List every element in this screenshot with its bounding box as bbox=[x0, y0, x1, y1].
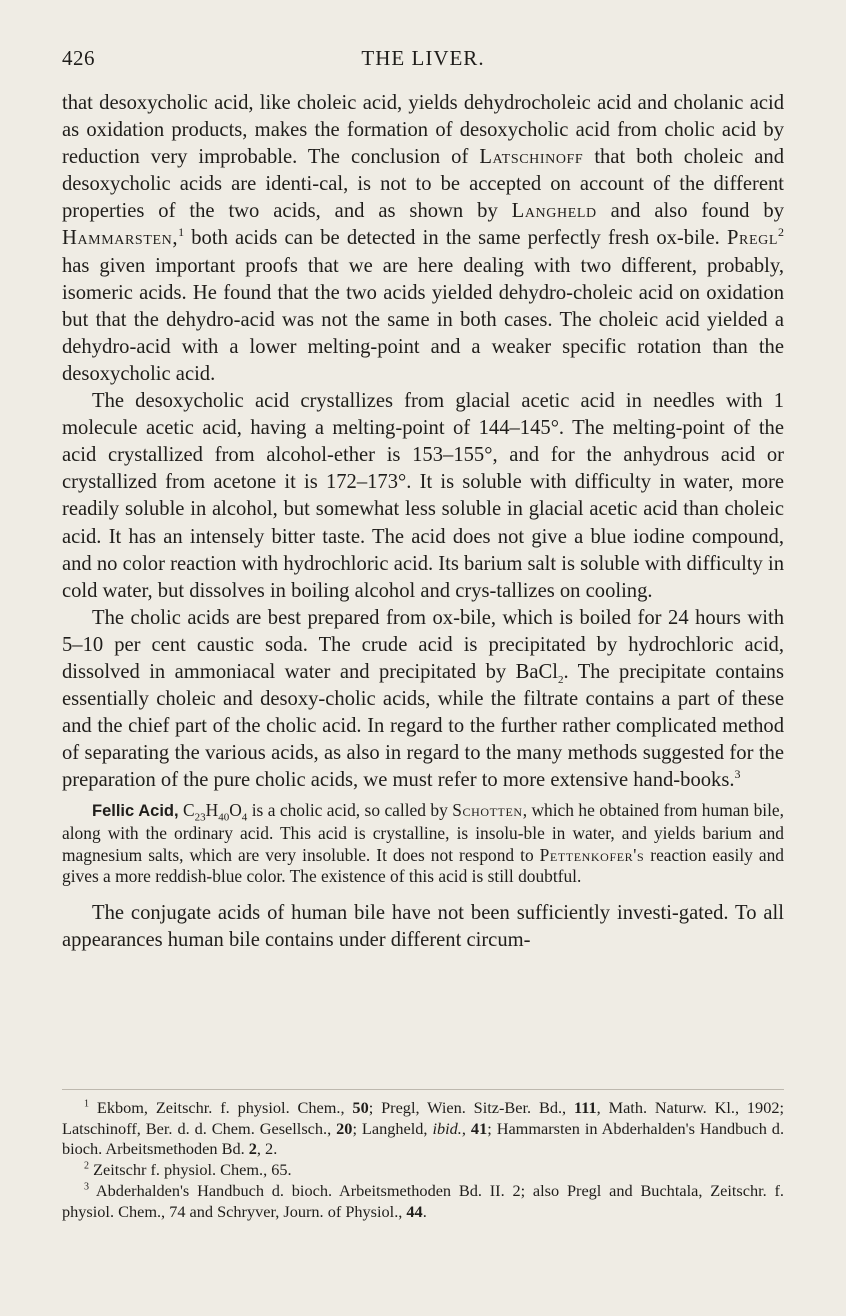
paragraph-preparation: The cholic acids are best prepared from ox-bile, which is boiled for 24 hours with 5–10 per cent caustic soda. The crude acid is precipitated by hydrochloric acid, dissolved in ammoniacal water and precipitated by BaCl$_2$. The precipitate contains essentially choleic and desoxy-cholic acids, while the filtrate contains a part of these and the chief part of the cholic acid. In regard to the further rather complicated method of separating the various acids, as also in regard to the many methods suggested for the preparation of the pure cholic acids, we must refer to more extensive hand-books.$^3$ bbox=[62, 606, 784, 792]
page-number: 426 bbox=[62, 46, 95, 70]
paragraph-crystallization: The desoxycholic acid crystallizes from glacial acetic acid in needles with 1 molecule acetic acid, having a melting-point of 144–145°. The melting-point of the acid crystallized from alcohol-ether is 153–155°, and for the anhydrous acid or crystallized from acetone it is 172–173°. It is soluble with difficulty in water, more readily soluble in alcohol, but somewhat less soluble in glacial acetic acid than choleic acid. It has an intensely bitter taste. The acid does not give a blue iodine compound, and no color reaction with hydrochloric acid. Its barium salt is soluble with difficulty in cold water, but dissolves in boiling alcohol and crys-tallizes on cooling. bbox=[62, 390, 784, 602]
footnote-2: $^2$ Zeitschr f. physiol. Chem., 65. bbox=[84, 1160, 292, 1180]
fellic-acid-heading: Fellic Acid, bbox=[92, 802, 179, 821]
page-header bbox=[62, 46, 784, 76]
running-title: THE LIVER. bbox=[361, 46, 485, 70]
author-pettenkofer: Pettenkofer's bbox=[539, 844, 645, 865]
footnote-1: $^1$ Ekbom, Zeitschr. f. physiol. Chem., 50; Pregl, Wien. Sitz-Ber. Bd., 111, Math. Naturw. Kl., 1902; Latschinoff, Ber. d. d. Chem. Gesellsch., 20; Langheld, ibid., 41; Hammarsten in Abderhalden's Handbuch d. bioch. Arbeitsmethoden Bd. 2, 2. bbox=[62, 1098, 785, 1159]
author-langheld: Langheld bbox=[511, 200, 597, 223]
paragraph-desoxycholic-continuation: that desoxycholic acid, like choleic acid, yields dehydrocholeic acid and cholanic acid as oxidation products, makes the formation of desoxycholic acid from cholic acid by reduction very improbable. The conclusion of Latschinoff that both choleic and desoxycholic acids are identi-cal, is not to be accepted on account of the different properties of the two acids, and as shown by Langheld and also found by Hammarsten,$^1$ both acids can be detected in the same perfectly fresh ox-bile. Pregl$^2$ has given important proofs that we are here dealing with two different, probably, isomeric acids. He found that the two acids yielded dehydro-choleic acid on oxidation but that the dehydro-acid was not the same in both cases. The choleic acid yielded a dehydro-acid with a lower melting-point and a weaker specific rotation than the desoxycholic acid. bbox=[62, 92, 784, 385]
author-pregl: Pregl bbox=[726, 227, 778, 250]
footnote-3: $^3$ Abderhalden's Handbuch d. bioch. Arbeitsmethoden Bd. II. 2; also Pregl and Buchtala, Zeitschr. f. physiol. Chem., 74 and Schryver, Journ. of Physiol., 44. bbox=[62, 1180, 784, 1221]
author-schotten: Schotten bbox=[452, 800, 523, 821]
footnote-ref-1[interactable]: 1 bbox=[178, 225, 185, 240]
fellic-acid-formula: $C_{23}H_{40}O_4$ bbox=[183, 800, 248, 824]
footnote-ref-3[interactable]: 3 bbox=[734, 767, 741, 782]
author-hammarsten: Hammarsten, bbox=[62, 227, 179, 250]
paragraph-conjugate-acids: The conjugate acids of human bile have not been sufficiently investi-gated. To all appearances human bile contains under different circum- bbox=[62, 901, 784, 951]
footnote-divider bbox=[62, 1089, 784, 1090]
author-latschinoff: Latschinoff bbox=[479, 146, 584, 169]
paragraph-fellic-acid: Fellic Acid, $C_{23}H_{40}O_4$ is a cholic acid, so called by Schotten, which he obtained from human bile, along with the ordinary acid. This acid is crystalline, is insolu-ble in water, and yields barium and magnesium salts, which are very insoluble. It does not respond to Pettenkofer's reaction easily and gives a more reddish-blue color. The existence of this acid is still doubtful. bbox=[62, 800, 784, 887]
main-text bbox=[62, 90, 784, 954]
footnote-ref-2[interactable]: 2 bbox=[778, 225, 784, 240]
footnotes bbox=[62, 1098, 784, 1222]
